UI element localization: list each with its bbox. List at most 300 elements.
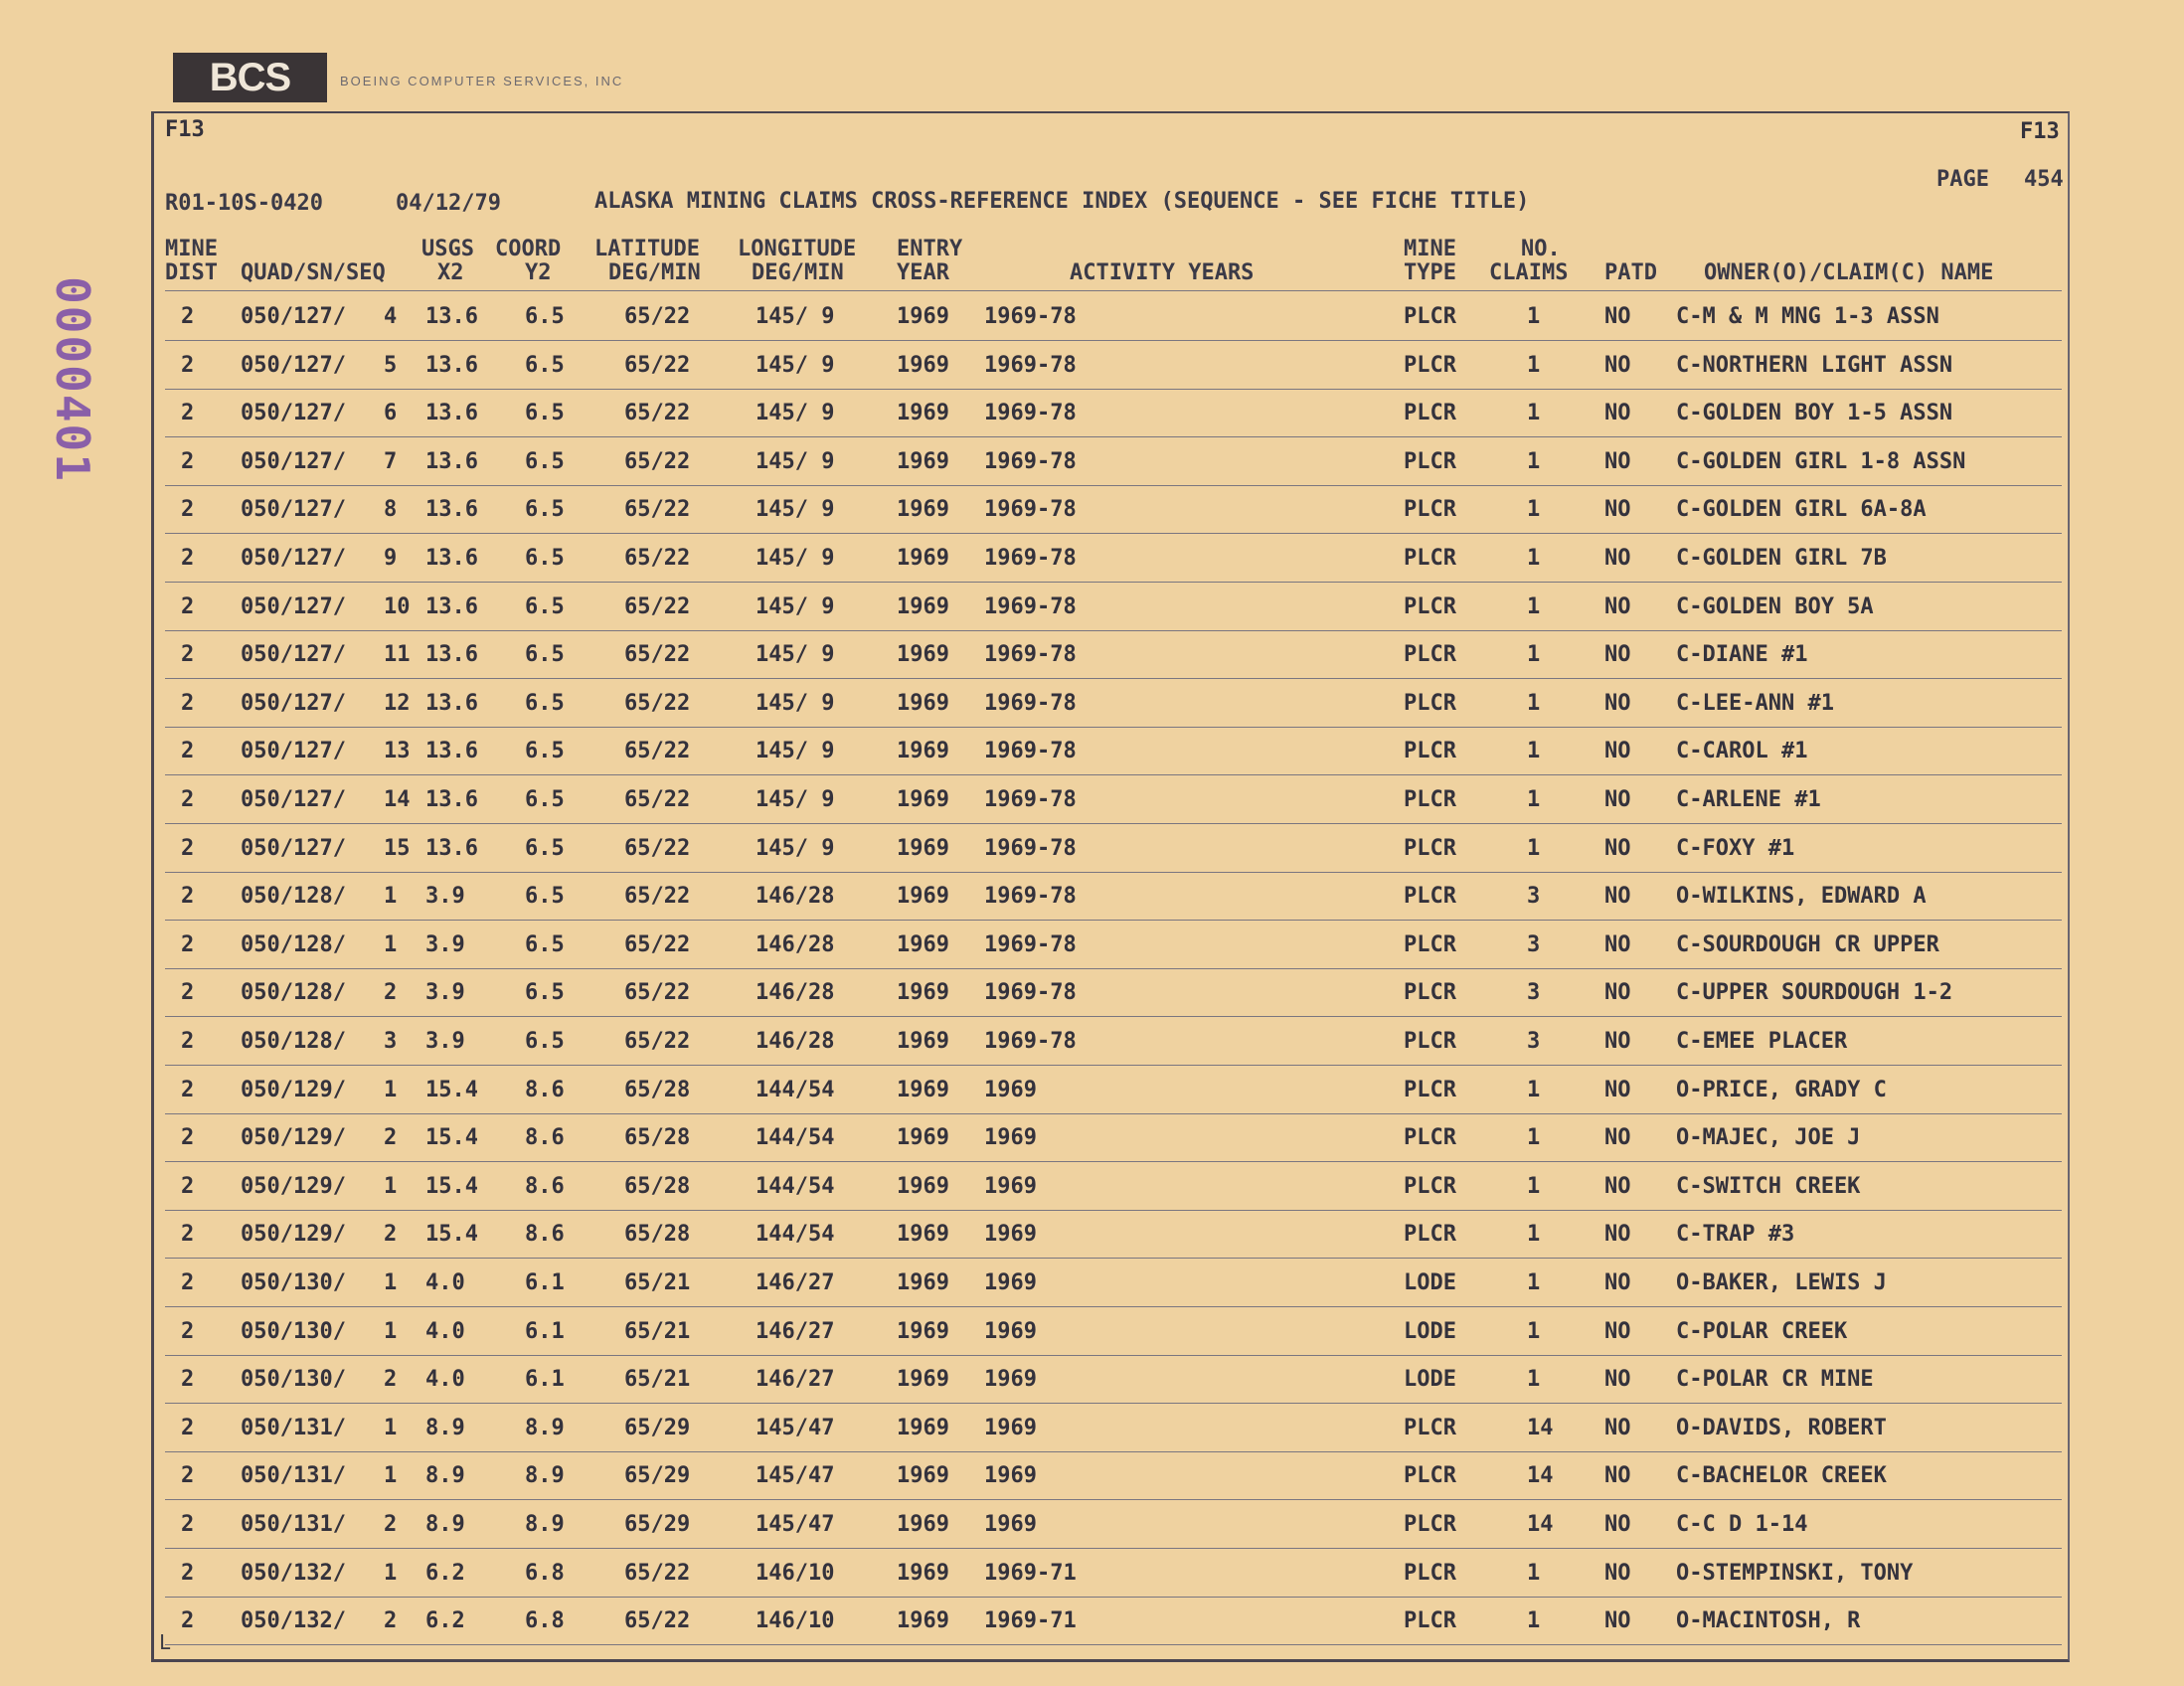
col-mine-dist-1: MINE: [165, 237, 218, 261]
row-rule: [165, 1161, 2062, 1162]
row-latitude: 65/22: [624, 304, 691, 329]
row-entry-year: 1969: [897, 787, 949, 812]
page-label: PAGE: [1936, 167, 1989, 192]
row-latitude: 65/22: [624, 642, 691, 668]
row-seq: 2: [384, 1608, 398, 1634]
row-patd: NO: [1604, 884, 1631, 910]
row-claims: 1: [1527, 642, 1541, 668]
row-activity-years: 1969: [984, 1463, 1037, 1489]
row-entry-year: 1969: [897, 835, 949, 861]
row-rule: [165, 1597, 2062, 1598]
row-quad: 050/127/: [241, 642, 346, 668]
row-entry-year: 1969: [897, 593, 949, 619]
col-coord-1: COORD: [495, 237, 562, 261]
row-patd: NO: [1604, 1318, 1631, 1344]
company-name: BOEING COMPUTER SERVICES, INC: [340, 74, 624, 88]
row-usgs-x: 13.6: [425, 690, 478, 716]
row-usgs-x: 15.4: [425, 1222, 478, 1248]
row-claims: 1: [1527, 401, 1541, 426]
col-entry-1: ENTRY: [897, 237, 963, 261]
report-id: R01-10S-0420: [165, 191, 323, 216]
row-latitude: 65/22: [624, 739, 691, 764]
row-entry-year: 1969: [897, 1367, 949, 1393]
row-activity-years: 1969-78: [984, 352, 1077, 378]
row-latitude: 65/21: [624, 1367, 691, 1393]
row-entry-year: 1969: [897, 1029, 949, 1054]
row-mine-type: PLCR: [1404, 1560, 1456, 1586]
row-longitude: 146/10: [756, 1560, 835, 1586]
row-activity-years: 1969-71: [984, 1608, 1077, 1634]
row-coord-y: 6.5: [525, 352, 565, 378]
row-claims: 1: [1527, 1560, 1541, 1586]
row-seq: 1: [384, 1077, 398, 1102]
row-usgs-x: 15.4: [425, 1077, 478, 1102]
row-longitude: 145/ 9: [756, 497, 835, 523]
row-claims: 3: [1527, 1029, 1541, 1054]
row-seq: 4: [384, 304, 398, 329]
row-rule: [165, 1113, 2062, 1114]
row-longitude: 145/ 9: [756, 352, 835, 378]
row-longitude: 144/54: [756, 1222, 835, 1248]
row-dist: 2: [181, 1318, 195, 1344]
row-patd: NO: [1604, 787, 1631, 812]
row-claims: 1: [1527, 1125, 1541, 1151]
row-patd: NO: [1604, 1560, 1631, 1586]
row-activity-years: 1969-78: [984, 787, 1077, 812]
row-claims: 1: [1527, 787, 1541, 812]
row-quad: 050/128/: [241, 980, 346, 1006]
row-latitude: 65/29: [624, 1512, 691, 1537]
row-rule: [165, 1548, 2062, 1549]
row-entry-year: 1969: [897, 690, 949, 716]
row-latitude: 65/22: [624, 1029, 691, 1054]
row-patd: NO: [1604, 1222, 1631, 1248]
row-rule: [165, 1355, 2062, 1356]
row-activity-years: 1969-78: [984, 980, 1077, 1006]
row-longitude: 145/47: [756, 1415, 835, 1440]
row-patd: NO: [1604, 304, 1631, 329]
row-longitude: 144/54: [756, 1125, 835, 1151]
row-patd: NO: [1604, 1270, 1631, 1295]
row-owner-claim-name: C-ARLENE #1: [1676, 787, 1821, 812]
row-coord-y: 6.5: [525, 931, 565, 957]
row-activity-years: 1969-78: [984, 835, 1077, 861]
row-rule: [165, 1499, 2062, 1500]
row-patd: NO: [1604, 401, 1631, 426]
row-activity-years: 1969-78: [984, 448, 1077, 474]
row-claims: 1: [1527, 1222, 1541, 1248]
row-mine-type: LODE: [1404, 1367, 1456, 1393]
row-usgs-x: 3.9: [425, 1029, 465, 1054]
row-patd: NO: [1604, 497, 1631, 523]
row-seq: 15: [384, 835, 411, 861]
row-entry-year: 1969: [897, 642, 949, 668]
row-seq: 1: [384, 1318, 398, 1344]
row-activity-years: 1969-78: [984, 1029, 1077, 1054]
row-activity-years: 1969-78: [984, 739, 1077, 764]
row-longitude: 145/47: [756, 1463, 835, 1489]
row-dist: 2: [181, 304, 195, 329]
row-quad: 050/127/: [241, 352, 346, 378]
row-claims: 14: [1527, 1415, 1554, 1440]
row-usgs-x: 13.6: [425, 497, 478, 523]
row-longitude: 145/ 9: [756, 546, 835, 571]
row-owner-claim-name: O-STEMPINSKI, TONY: [1676, 1560, 1914, 1586]
row-usgs-x: 6.2: [425, 1608, 465, 1634]
row-coord-y: 6.5: [525, 642, 565, 668]
row-entry-year: 1969: [897, 1270, 949, 1295]
row-activity-years: 1969: [984, 1077, 1037, 1102]
row-coord-y: 6.5: [525, 1029, 565, 1054]
row-quad: 050/128/: [241, 1029, 346, 1054]
row-mine-type: PLCR: [1404, 1125, 1456, 1151]
row-mine-type: PLCR: [1404, 1512, 1456, 1537]
row-longitude: 145/47: [756, 1512, 835, 1537]
row-entry-year: 1969: [897, 1415, 949, 1440]
row-claims: 3: [1527, 884, 1541, 910]
row-latitude: 65/22: [624, 931, 691, 957]
row-latitude: 65/28: [624, 1125, 691, 1151]
row-mine-type: PLCR: [1404, 787, 1456, 812]
row-dist: 2: [181, 1367, 195, 1393]
row-longitude: 145/ 9: [756, 739, 835, 764]
col-type-1: MINE: [1404, 237, 1456, 261]
row-rule: [165, 727, 2062, 728]
row-coord-y: 8.6: [525, 1125, 565, 1151]
col-claims-2: CLAIMS: [1489, 260, 1569, 285]
row-entry-year: 1969: [897, 1173, 949, 1199]
row-dist: 2: [181, 1222, 195, 1248]
row-longitude: 146/28: [756, 980, 835, 1006]
row-usgs-x: 13.6: [425, 352, 478, 378]
row-latitude: 65/22: [624, 352, 691, 378]
row-quad: 050/130/: [241, 1318, 346, 1344]
col-usgs-2: X2: [437, 260, 464, 285]
row-usgs-x: 13.6: [425, 642, 478, 668]
row-seq: 9: [384, 546, 398, 571]
row-mine-type: LODE: [1404, 1318, 1456, 1344]
row-seq: 6: [384, 401, 398, 426]
row-seq: 1: [384, 1463, 398, 1489]
row-rule: [165, 1065, 2062, 1066]
row-mine-type: PLCR: [1404, 931, 1456, 957]
row-owner-claim-name: C-POLAR CREEK: [1676, 1318, 1848, 1344]
row-latitude: 65/22: [624, 546, 691, 571]
row-coord-y: 8.9: [525, 1463, 565, 1489]
row-mine-type: PLCR: [1404, 401, 1456, 426]
row-activity-years: 1969: [984, 1318, 1037, 1344]
row-quad: 050/127/: [241, 401, 346, 426]
row-longitude: 145/ 9: [756, 642, 835, 668]
row-seq: 12: [384, 690, 411, 716]
row-entry-year: 1969: [897, 1318, 949, 1344]
row-usgs-x: 13.6: [425, 304, 478, 329]
row-activity-years: 1969-78: [984, 401, 1077, 426]
row-usgs-x: 13.6: [425, 835, 478, 861]
row-seq: 2: [384, 1367, 398, 1393]
row-owner-claim-name: C-SOURDOUGH CR UPPER: [1676, 931, 1939, 957]
row-rule: [165, 774, 2062, 775]
row-mine-type: PLCR: [1404, 1463, 1456, 1489]
row-rule: [165, 1644, 2062, 1645]
row-rule: [165, 1258, 2062, 1259]
row-usgs-x: 13.6: [425, 546, 478, 571]
row-longitude: 145/ 9: [756, 787, 835, 812]
row-activity-years: 1969-78: [984, 304, 1077, 329]
row-dist: 2: [181, 642, 195, 668]
row-claims: 1: [1527, 690, 1541, 716]
row-entry-year: 1969: [897, 401, 949, 426]
row-rule: [165, 436, 2062, 437]
row-coord-y: 8.6: [525, 1077, 565, 1102]
row-mine-type: PLCR: [1404, 980, 1456, 1006]
row-owner-claim-name: C-SWITCH CREEK: [1676, 1173, 1861, 1199]
row-longitude: 145/ 9: [756, 690, 835, 716]
row-coord-y: 6.5: [525, 546, 565, 571]
form-code-right: F13: [2020, 119, 2060, 144]
row-usgs-x: 3.9: [425, 931, 465, 957]
row-dist: 2: [181, 739, 195, 764]
row-rule: [165, 582, 2062, 583]
row-coord-y: 6.5: [525, 401, 565, 426]
row-entry-year: 1969: [897, 448, 949, 474]
row-latitude: 65/21: [624, 1318, 691, 1344]
header-rule: [165, 290, 2062, 291]
row-mine-type: PLCR: [1404, 448, 1456, 474]
row-owner-claim-name: O-PRICE, GRADY C: [1676, 1077, 1887, 1102]
row-claims: 1: [1527, 304, 1541, 329]
row-dist: 2: [181, 401, 195, 426]
row-dist: 2: [181, 1463, 195, 1489]
row-claims: 1: [1527, 448, 1541, 474]
row-longitude: 145/ 9: [756, 448, 835, 474]
row-mine-type: PLCR: [1404, 352, 1456, 378]
row-usgs-x: 13.6: [425, 401, 478, 426]
row-claims: 1: [1527, 1270, 1541, 1295]
row-mine-type: PLCR: [1404, 1608, 1456, 1634]
row-entry-year: 1969: [897, 931, 949, 957]
row-latitude: 65/29: [624, 1463, 691, 1489]
row-usgs-x: 8.9: [425, 1512, 465, 1537]
row-seq: 1: [384, 1173, 398, 1199]
row-seq: 2: [384, 980, 398, 1006]
row-dist: 2: [181, 884, 195, 910]
row-claims: 1: [1527, 739, 1541, 764]
row-coord-y: 6.1: [525, 1270, 565, 1295]
row-mine-type: PLCR: [1404, 835, 1456, 861]
row-coord-y: 6.5: [525, 497, 565, 523]
row-claims: 1: [1527, 593, 1541, 619]
row-longitude: 146/27: [756, 1367, 835, 1393]
row-usgs-x: 15.4: [425, 1125, 478, 1151]
col-lon-1: LONGITUDE: [738, 237, 857, 261]
row-mine-type: PLCR: [1404, 1029, 1456, 1054]
row-coord-y: 8.6: [525, 1173, 565, 1199]
row-longitude: 144/54: [756, 1173, 835, 1199]
row-activity-years: 1969: [984, 1222, 1037, 1248]
row-mine-type: PLCR: [1404, 304, 1456, 329]
row-longitude: 146/28: [756, 1029, 835, 1054]
row-rule: [165, 678, 2062, 679]
corner-mark: L: [159, 1630, 172, 1654]
row-longitude: 145/ 9: [756, 835, 835, 861]
row-quad: 050/127/: [241, 787, 346, 812]
row-mine-type: PLCR: [1404, 1415, 1456, 1440]
row-seq: 1: [384, 1270, 398, 1295]
row-claims: 14: [1527, 1512, 1554, 1537]
row-patd: NO: [1604, 931, 1631, 957]
row-rule: [165, 485, 2062, 486]
row-seq: 3: [384, 1029, 398, 1054]
row-entry-year: 1969: [897, 497, 949, 523]
row-dist: 2: [181, 352, 195, 378]
row-claims: 1: [1527, 1318, 1541, 1344]
row-patd: NO: [1604, 352, 1631, 378]
row-seq: 1: [384, 884, 398, 910]
row-usgs-x: 4.0: [425, 1367, 465, 1393]
row-quad: 050/132/: [241, 1560, 346, 1586]
row-seq: 13: [384, 739, 411, 764]
col-lat-1: LATITUDE: [594, 237, 700, 261]
row-activity-years: 1969: [984, 1415, 1037, 1440]
row-patd: NO: [1604, 739, 1631, 764]
row-owner-claim-name: C-EMEE PLACER: [1676, 1029, 1848, 1054]
row-quad: 050/127/: [241, 497, 346, 523]
col-coord-2: Y2: [525, 260, 552, 285]
col-quad: QUAD/SN/SEQ: [241, 260, 386, 285]
row-latitude: 65/22: [624, 690, 691, 716]
row-coord-y: 8.9: [525, 1415, 565, 1440]
row-dist: 2: [181, 1608, 195, 1634]
row-quad: 050/130/: [241, 1367, 346, 1393]
row-coord-y: 6.5: [525, 593, 565, 619]
stamp-number: 0000401: [46, 276, 99, 483]
row-dist: 2: [181, 1560, 195, 1586]
row-activity-years: 1969: [984, 1173, 1037, 1199]
col-activity: ACTIVITY YEARS: [1070, 260, 1255, 285]
row-latitude: 65/22: [624, 497, 691, 523]
row-activity-years: 1969-78: [984, 546, 1077, 571]
row-owner-claim-name: C-NORTHERN LIGHT ASSN: [1676, 352, 1953, 378]
row-seq: 8: [384, 497, 398, 523]
row-activity-years: 1969: [984, 1367, 1037, 1393]
row-dist: 2: [181, 690, 195, 716]
row-latitude: 65/29: [624, 1415, 691, 1440]
row-longitude: 145/ 9: [756, 401, 835, 426]
row-rule: [165, 1210, 2062, 1211]
row-owner-claim-name: O-WILKINS, EDWARD A: [1676, 884, 1927, 910]
row-longitude: 146/10: [756, 1608, 835, 1634]
row-latitude: 65/28: [624, 1077, 691, 1102]
document-stamp: [28, 260, 117, 499]
row-patd: NO: [1604, 835, 1631, 861]
row-rule: [165, 823, 2062, 824]
row-usgs-x: 13.6: [425, 448, 478, 474]
row-activity-years: 1969-78: [984, 884, 1077, 910]
row-seq: 1: [384, 931, 398, 957]
row-coord-y: 6.1: [525, 1318, 565, 1344]
row-mine-type: PLCR: [1404, 497, 1456, 523]
row-seq: 1: [384, 1415, 398, 1440]
row-claims: 1: [1527, 352, 1541, 378]
row-coord-y: 6.5: [525, 835, 565, 861]
row-quad: 050/127/: [241, 304, 346, 329]
col-claims-1: NO.: [1521, 237, 1561, 261]
row-dist: 2: [181, 931, 195, 957]
row-longitude: 144/54: [756, 1077, 835, 1102]
row-activity-years: 1969-71: [984, 1560, 1077, 1586]
col-lat-2: DEG/MIN: [608, 260, 701, 285]
row-quad: 050/129/: [241, 1173, 346, 1199]
row-owner-claim-name: O-BAKER, LEWIS J: [1676, 1270, 1887, 1295]
row-activity-years: 1969-78: [984, 690, 1077, 716]
row-claims: 1: [1527, 497, 1541, 523]
row-activity-years: 1969: [984, 1125, 1037, 1151]
row-rule: [165, 340, 2062, 341]
row-owner-claim-name: C-GOLDEN BOY 1-5 ASSN: [1676, 401, 1953, 426]
row-longitude: 146/28: [756, 884, 835, 910]
row-owner-claim-name: C-TRAP #3: [1676, 1222, 1795, 1248]
row-quad: 050/131/: [241, 1415, 346, 1440]
row-claims: 1: [1527, 1608, 1541, 1634]
row-coord-y: 6.8: [525, 1608, 565, 1634]
row-owner-claim-name: C-BACHELOR CREEK: [1676, 1463, 1887, 1489]
row-dist: 2: [181, 1173, 195, 1199]
row-rule: [165, 1016, 2062, 1017]
row-usgs-x: 15.4: [425, 1173, 478, 1199]
col-mine-dist-2: DIST: [165, 260, 218, 285]
row-dist: 2: [181, 835, 195, 861]
row-owner-claim-name: C-GOLDEN GIRL 7B: [1676, 546, 1887, 571]
row-claims: 1: [1527, 1077, 1541, 1102]
row-rule: [165, 1451, 2062, 1452]
row-seq: 2: [384, 1222, 398, 1248]
row-seq: 7: [384, 448, 398, 474]
row-owner-claim-name: C-GOLDEN GIRL 6A-8A: [1676, 497, 1927, 523]
row-mine-type: PLCR: [1404, 1077, 1456, 1102]
row-patd: NO: [1604, 980, 1631, 1006]
row-dist: 2: [181, 1512, 195, 1537]
row-patd: NO: [1604, 1463, 1631, 1489]
row-activity-years: 1969-78: [984, 497, 1077, 523]
bcs-logo: BCS: [173, 53, 327, 102]
row-usgs-x: 13.6: [425, 593, 478, 619]
row-coord-y: 8.6: [525, 1222, 565, 1248]
row-mine-type: PLCR: [1404, 642, 1456, 668]
row-quad: 050/129/: [241, 1125, 346, 1151]
row-owner-claim-name: C-C D 1-14: [1676, 1512, 1808, 1537]
row-longitude: 146/27: [756, 1318, 835, 1344]
col-usgs-1: USGS: [421, 237, 474, 261]
row-patd: NO: [1604, 1077, 1631, 1102]
report-date: 04/12/79: [396, 191, 501, 216]
row-rule: [165, 1306, 2062, 1307]
row-patd: NO: [1604, 1415, 1631, 1440]
row-quad: 050/127/: [241, 593, 346, 619]
row-seq: 11: [384, 642, 411, 668]
row-latitude: 65/22: [624, 401, 691, 426]
row-entry-year: 1969: [897, 546, 949, 571]
col-patd: PATD: [1604, 260, 1657, 285]
row-patd: NO: [1604, 1125, 1631, 1151]
row-seq: 1: [384, 1560, 398, 1586]
row-owner-claim-name: C-POLAR CR MINE: [1676, 1367, 1874, 1393]
row-mine-type: PLCR: [1404, 739, 1456, 764]
row-patd: NO: [1604, 642, 1631, 668]
row-quad: 050/128/: [241, 884, 346, 910]
row-latitude: 65/28: [624, 1173, 691, 1199]
row-mine-type: LODE: [1404, 1270, 1456, 1295]
